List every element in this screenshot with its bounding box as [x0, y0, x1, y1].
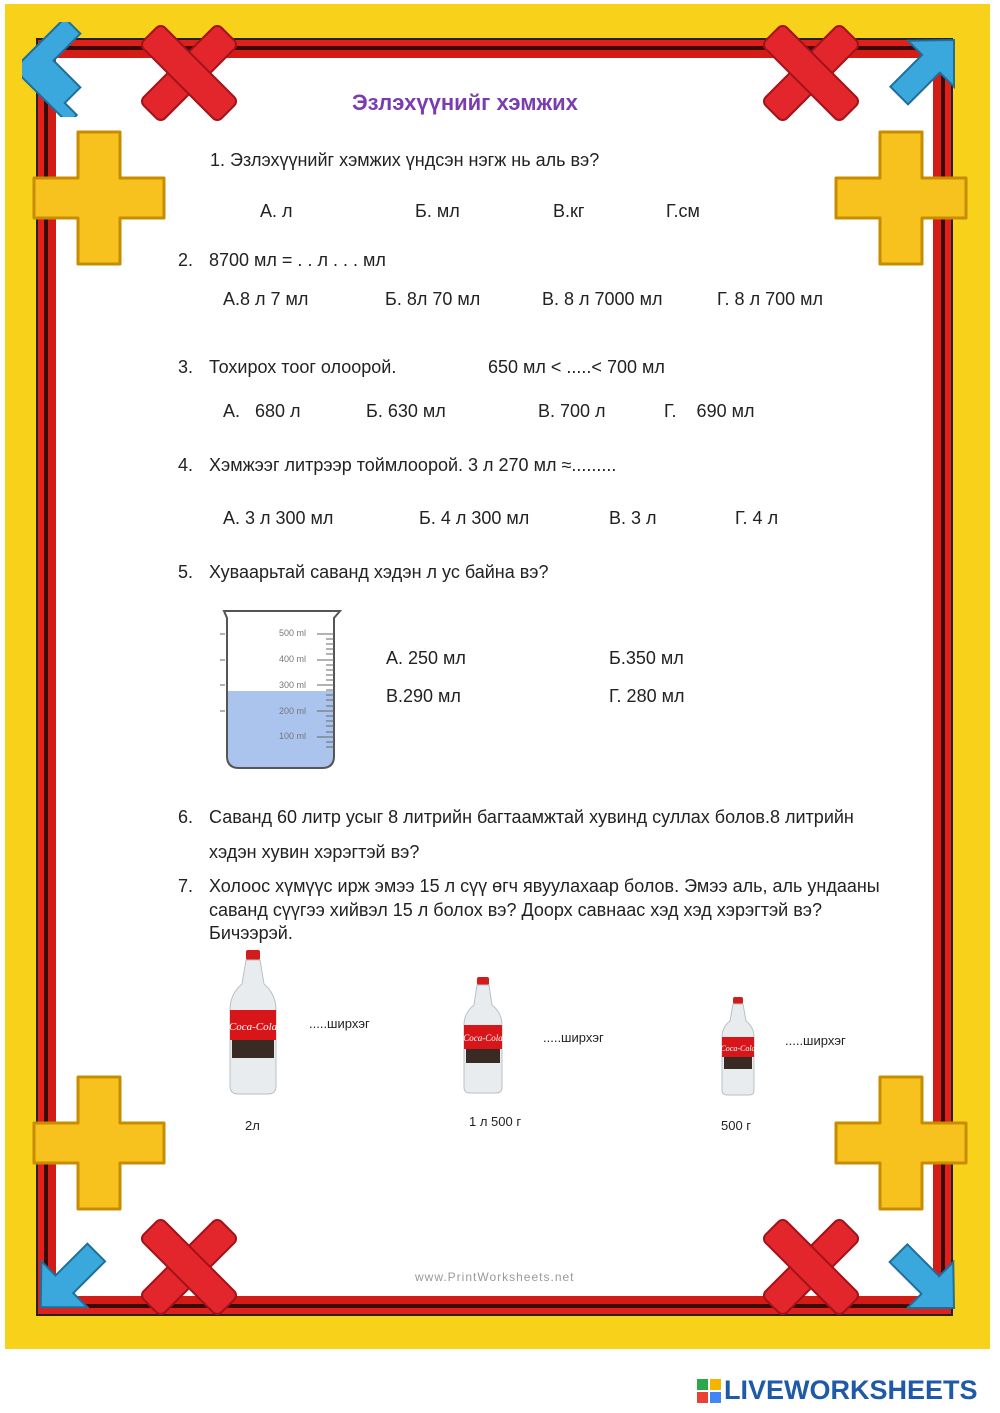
yellow-plus-icon	[30, 128, 168, 268]
q4-text: Хэмжээг литрээр тоймлоорой. 3 л 270 мл ≈.........	[209, 455, 617, 475]
blue-arrow-icon	[22, 22, 117, 117]
q4-option-c[interactable]: В. 3 л	[609, 508, 657, 528]
yellow-plus-icon	[832, 1073, 970, 1213]
q3-option-c[interactable]: В. 700 л	[538, 401, 606, 421]
q4-number: 4.	[178, 455, 194, 475]
q1-option-c[interactable]: В.кг	[553, 201, 585, 221]
q5-option-b[interactable]: Б.350 мл	[609, 648, 684, 668]
q7-line1: Холоос хүмүүс ирж эмээ 15 л сүү өгч явуулахаар болов. Эмээ аль, аль ундааны	[209, 876, 880, 896]
beaker-tick-200: 200 ml	[279, 706, 307, 716]
bottle-2l-label: 2л	[245, 1118, 260, 1133]
q5-option-c[interactable]: В.290 мл	[386, 686, 461, 706]
page-title: Эзлэхүүнийг хэмжих	[352, 90, 578, 115]
svg-text:Coca-Cola: Coca-Cola	[228, 1021, 278, 1033]
q3-option-a[interactable]: А. 680 л	[223, 401, 301, 421]
q6-line2: хэдэн хувин хэрэгтэй вэ?	[209, 842, 420, 862]
q1-option-b[interactable]: Б. мл	[415, 201, 460, 221]
yellow-plus-icon	[30, 1073, 168, 1213]
q5-text: Хуваарьтай саванд хэдэн л ус байна вэ?	[209, 562, 549, 582]
q5-number: 5.	[178, 562, 194, 582]
q2-option-c[interactable]: В. 8 л 7000 мл	[542, 289, 663, 309]
watermark: www.PrintWorksheets.net	[415, 1270, 575, 1284]
worksheet-page	[56, 58, 933, 1296]
red-x-icon	[752, 14, 870, 132]
beaker-tick-300: 300 ml	[279, 680, 307, 690]
q7-number: 7.	[178, 876, 194, 896]
bottle-1500-label: 1 л 500 г	[469, 1114, 522, 1129]
coca-cola-bottle-icon	[224, 948, 282, 1096]
beaker-tick-100: 100 ml	[279, 731, 307, 741]
yellow-plus-icon	[832, 128, 970, 268]
q1-option-a[interactable]: А. л	[260, 201, 293, 221]
red-x-icon	[130, 14, 248, 132]
bottle-1500-count[interactable]: .....ширхэг	[543, 1030, 604, 1045]
q3-option-d[interactable]: Г. 690 мл	[664, 401, 755, 421]
coca-cola-bottle-icon	[460, 975, 506, 1095]
blue-arrow-icon	[22, 1232, 117, 1327]
coca-cola-bottle-icon	[718, 995, 758, 1097]
bottle-500-label: 500 г	[721, 1118, 752, 1133]
bottle-500-count[interactable]: .....ширхэг	[785, 1033, 846, 1048]
q7-line2: саванд сүүгээ хийвэл 15 л болох вэ? Доорх савнаас хэд хэд хэрэгтэй вэ?	[209, 900, 822, 920]
q4-option-d[interactable]: Г. 4 л	[735, 508, 779, 528]
bottle-2l-count[interactable]: .....ширхэг	[309, 1016, 370, 1031]
q5-option-d[interactable]: Г. 280 мл	[609, 686, 685, 706]
red-x-icon	[752, 1208, 870, 1326]
q3-option-b[interactable]: Б. 630 мл	[366, 401, 446, 421]
q1-text: 1. Эзлэхүүнийг хэмжих үндсэн нэгж нь аль вэ?	[210, 150, 600, 170]
q2-option-b[interactable]: Б. 8л 70 мл	[385, 289, 481, 309]
q4-option-b[interactable]: Б. 4 л 300 мл	[419, 508, 530, 528]
beaker-tick-400: 400 ml	[279, 654, 307, 664]
q3-number: 3.	[178, 357, 194, 377]
q3-expression: 650 мл < .....< 700 мл	[488, 357, 665, 377]
q2-text: 8700 мл = . . л . . . мл	[209, 250, 386, 270]
svg-text:Coca-Cola: Coca-Cola	[463, 1033, 503, 1043]
q6-number: 6.	[178, 807, 194, 827]
q2-option-d[interactable]: Г. 8 л 700 мл	[717, 289, 823, 309]
q2-number: 2.	[178, 250, 194, 270]
q2-option-a[interactable]: А.8 л 7 мл	[223, 289, 309, 309]
svg-text:Coca-Cola: Coca-Cola	[720, 1044, 756, 1053]
q6-line1: Саванд 60 литр усыг 8 литрийн багтаамжтай хувинд суллах болов.8 литрийн	[209, 807, 854, 827]
liveworksheets-logo-icon	[697, 1379, 721, 1403]
q7-line3: Бичээрэй.	[209, 923, 293, 943]
beaker-tick-500: 500 ml	[279, 628, 307, 638]
red-x-icon	[130, 1208, 248, 1326]
blue-arrow-icon	[878, 1232, 973, 1327]
q4-option-a[interactable]: А. 3 л 300 мл	[223, 508, 334, 528]
q5-option-a[interactable]: А. 250 мл	[386, 648, 466, 668]
q1-option-d[interactable]: Г.см	[666, 201, 700, 221]
brand-logo-text[interactable]: LIVEWORKSHEETS	[724, 1375, 978, 1405]
q3-text: Тохирох тоог олоорой.	[209, 357, 397, 377]
blue-arrow-icon	[878, 22, 973, 117]
beaker-water	[227, 691, 334, 768]
